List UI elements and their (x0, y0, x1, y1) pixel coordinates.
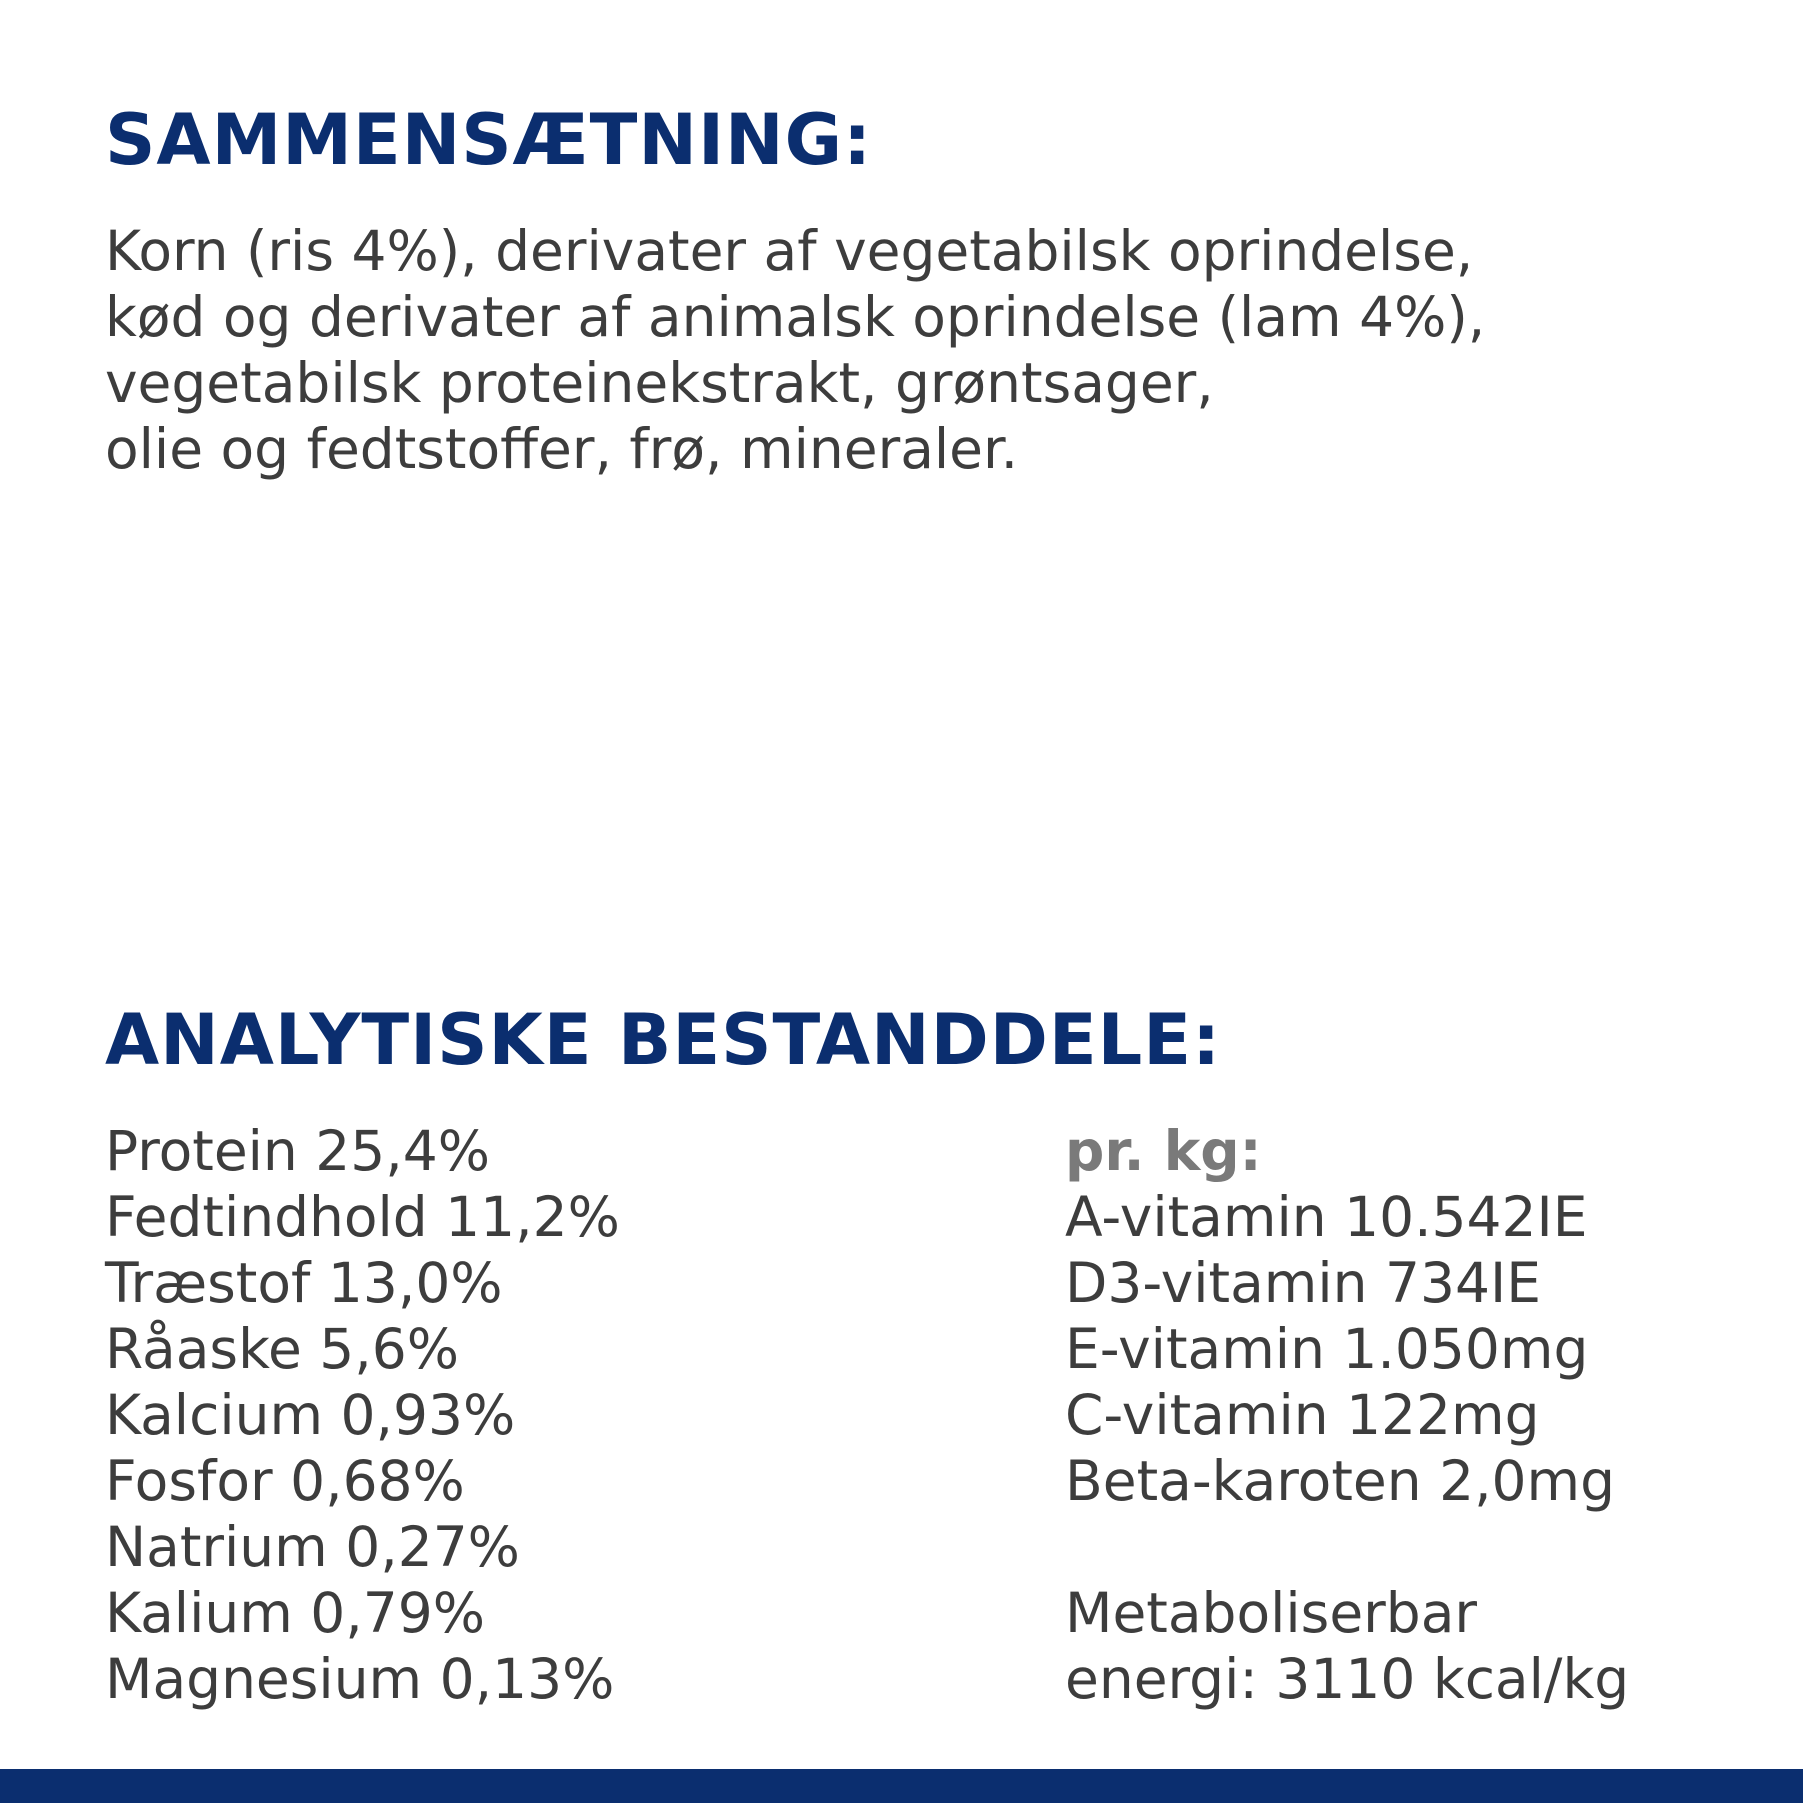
footer-bar (0, 1769, 1803, 1803)
composition-heading: SAMMENSÆTNING: (105, 99, 873, 181)
nutrient-item: Træstof 13,0% (105, 1251, 503, 1315)
nutrient-item: Protein 25,4% (105, 1119, 490, 1183)
composition-line: kød og derivater af animalsk oprindelse (lam 4%), (105, 285, 1486, 349)
nutrient-item: Fedtindhold 11,2% (105, 1185, 620, 1249)
analytical-left-list (105, 1118, 620, 1712)
composition-line: Korn (ris 4%), derivater af vegetabilsk oprindelse, (105, 219, 1474, 283)
nutrient-item: Natrium 0,27% (105, 1515, 520, 1579)
per-kg-label: pr. kg: (1065, 1119, 1262, 1183)
list-spacer (1065, 1514, 1629, 1580)
energy-line: Metaboliserbar (1065, 1581, 1478, 1645)
vitamin-item: A-vitamin 10.542IE (1065, 1185, 1588, 1249)
analytical-right-list (1065, 1118, 1629, 1712)
nutrient-item: Fosfor 0,68% (105, 1449, 465, 1513)
vitamin-item: C-vitamin 122mg (1065, 1383, 1540, 1447)
energy-line: energi: 3110 kcal/kg (1065, 1647, 1630, 1711)
composition-line: vegetabilsk proteinekstrakt, grøntsager, (105, 351, 1214, 415)
analytical-heading: ANALYTISKE BESTANDDELE: (105, 999, 1222, 1081)
nutrient-item: Råaske 5,6% (105, 1317, 460, 1381)
nutrient-item: Kalcium 0,93% (105, 1383, 516, 1447)
vitamin-item: E-vitamin 1.050mg (1065, 1317, 1589, 1381)
nutrient-item: Kalium 0,79% (105, 1581, 486, 1645)
vitamin-item: Beta-karoten 2,0mg (1065, 1449, 1616, 1513)
composition-text (105, 218, 1725, 482)
vitamin-item: D3-vitamin 734IE (1065, 1251, 1541, 1315)
nutrient-item: Magnesium 0,13% (105, 1647, 615, 1711)
composition-line: olie og fedtstoffer, frø, mineraler. (105, 417, 1019, 481)
